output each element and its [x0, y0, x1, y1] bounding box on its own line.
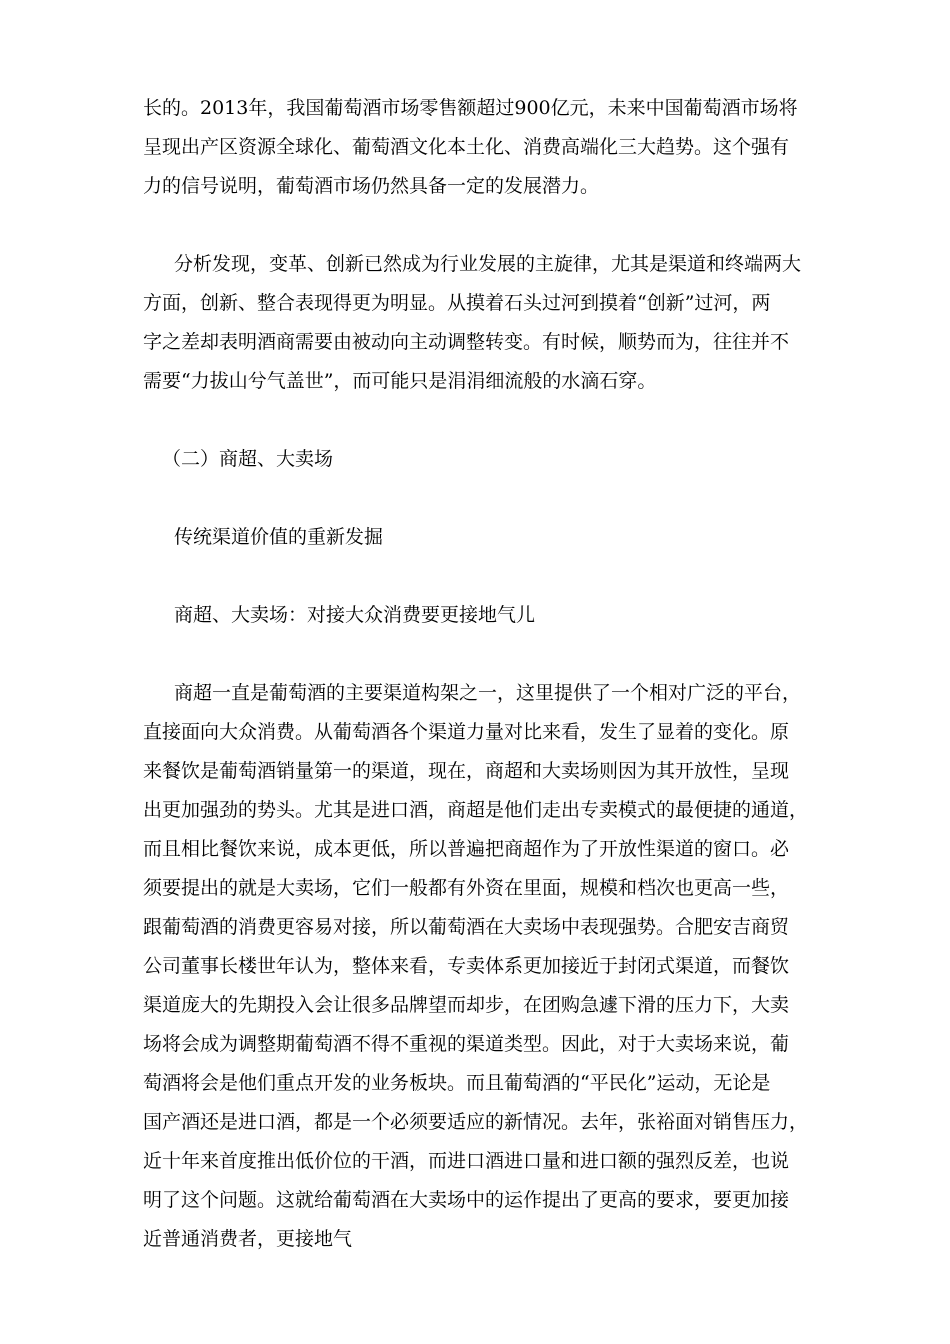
subheading-supermarket: 商超、大卖场：对接大众消费要更接地气儿: [174, 604, 536, 626]
paragraph-line: 来餐饮是葡萄酒销量第一的渠道，现在，商超和大卖场则因为其开放性，呈现: [143, 760, 790, 782]
paragraph-line: 跟葡萄酒的消费更容易对接，所以葡萄酒在大卖场中表现强势。合肥安吉商贸: [143, 916, 790, 938]
section-heading: （二）商超、大卖场: [162, 448, 334, 470]
paragraph-line: 渠道庞大的先期投入会让很多品牌望而却步，在团购急遽下滑的压力下，大卖: [143, 994, 790, 1016]
paragraph-line: 明了这个问题。这就给葡萄酒在大卖场中的运作提出了更高的要求，要更加接: [143, 1189, 790, 1211]
paragraph-line: 直接面向大众消费。从葡萄酒各个渠道力量对比来看，发生了显着的变化。原: [143, 721, 790, 743]
paragraph-line: 国产酒还是进口酒，都是一个必须要适应的新情况。去年，张裕面对销售压力，: [143, 1111, 809, 1133]
paragraph-line: 方面，创新、整合表现得更为明显。从摸着石头过河到摸着“创新”过河，两: [143, 292, 771, 314]
paragraph-line: 萄酒将会是他们重点开发的业务板块。而且葡萄酒的“平民化”运动，无论是: [143, 1072, 771, 1094]
paragraph-line: 呈现出产区资源全球化、葡萄酒文化本土化、消费高端化三大趋势。这个强有: [143, 136, 790, 158]
paragraph-line: 商超一直是葡萄酒的主要渠道构架之一，这里提供了一个相对广泛的平台，: [174, 682, 802, 704]
paragraph-line: 公司董事长楼世年认为，整体来看，专卖体系更加接近于封闭式渠道，而餐饮: [143, 955, 790, 977]
paragraph-line: 近十年来首度推出低价位的干酒，而进口酒进口量和进口额的强烈反差，也说: [143, 1150, 790, 1172]
paragraph-line: 场将会成为调整期葡萄酒不得不重视的渠道类型。因此，对于大卖场来说，葡: [143, 1033, 790, 1055]
paragraph-line: 须要提出的就是大卖场，它们一般都有外资在里面，规模和档次也更高一些，: [143, 877, 790, 899]
paragraph-line: 而且相比餐饮来说，成本更低，所以普遍把商超作为了开放性渠道的窗口。必: [143, 838, 790, 860]
paragraph-line: 分析发现，变革、创新已然成为行业发展的主旋律，尤其是渠道和终端两大: [174, 253, 802, 275]
paragraph-line: 力的信号说明，葡萄酒市场仍然具备一定的发展潜力。: [143, 175, 600, 197]
subheading-traditional-channel: 传统渠道价值的重新发掘: [174, 526, 384, 548]
paragraph-line: 长的。2013年，我国葡萄酒市场零售额超过900亿元，未来中国葡萄酒市场将: [143, 97, 798, 119]
paragraph-line: 近普通消费者，更接地气: [143, 1228, 353, 1250]
paragraph-line: 出更加强劲的势头。尤其是进口酒，商超是他们走出专卖模式的最便捷的通道，: [143, 799, 809, 821]
paragraph-line: 需要“力拔山兮气盖世”，而可能只是涓涓细流般的水滴石穿。: [143, 370, 657, 392]
paragraph-line: 字之差却表明酒商需要由被动向主动调整转变。有时候，顺势而为，往往并不: [143, 331, 790, 353]
